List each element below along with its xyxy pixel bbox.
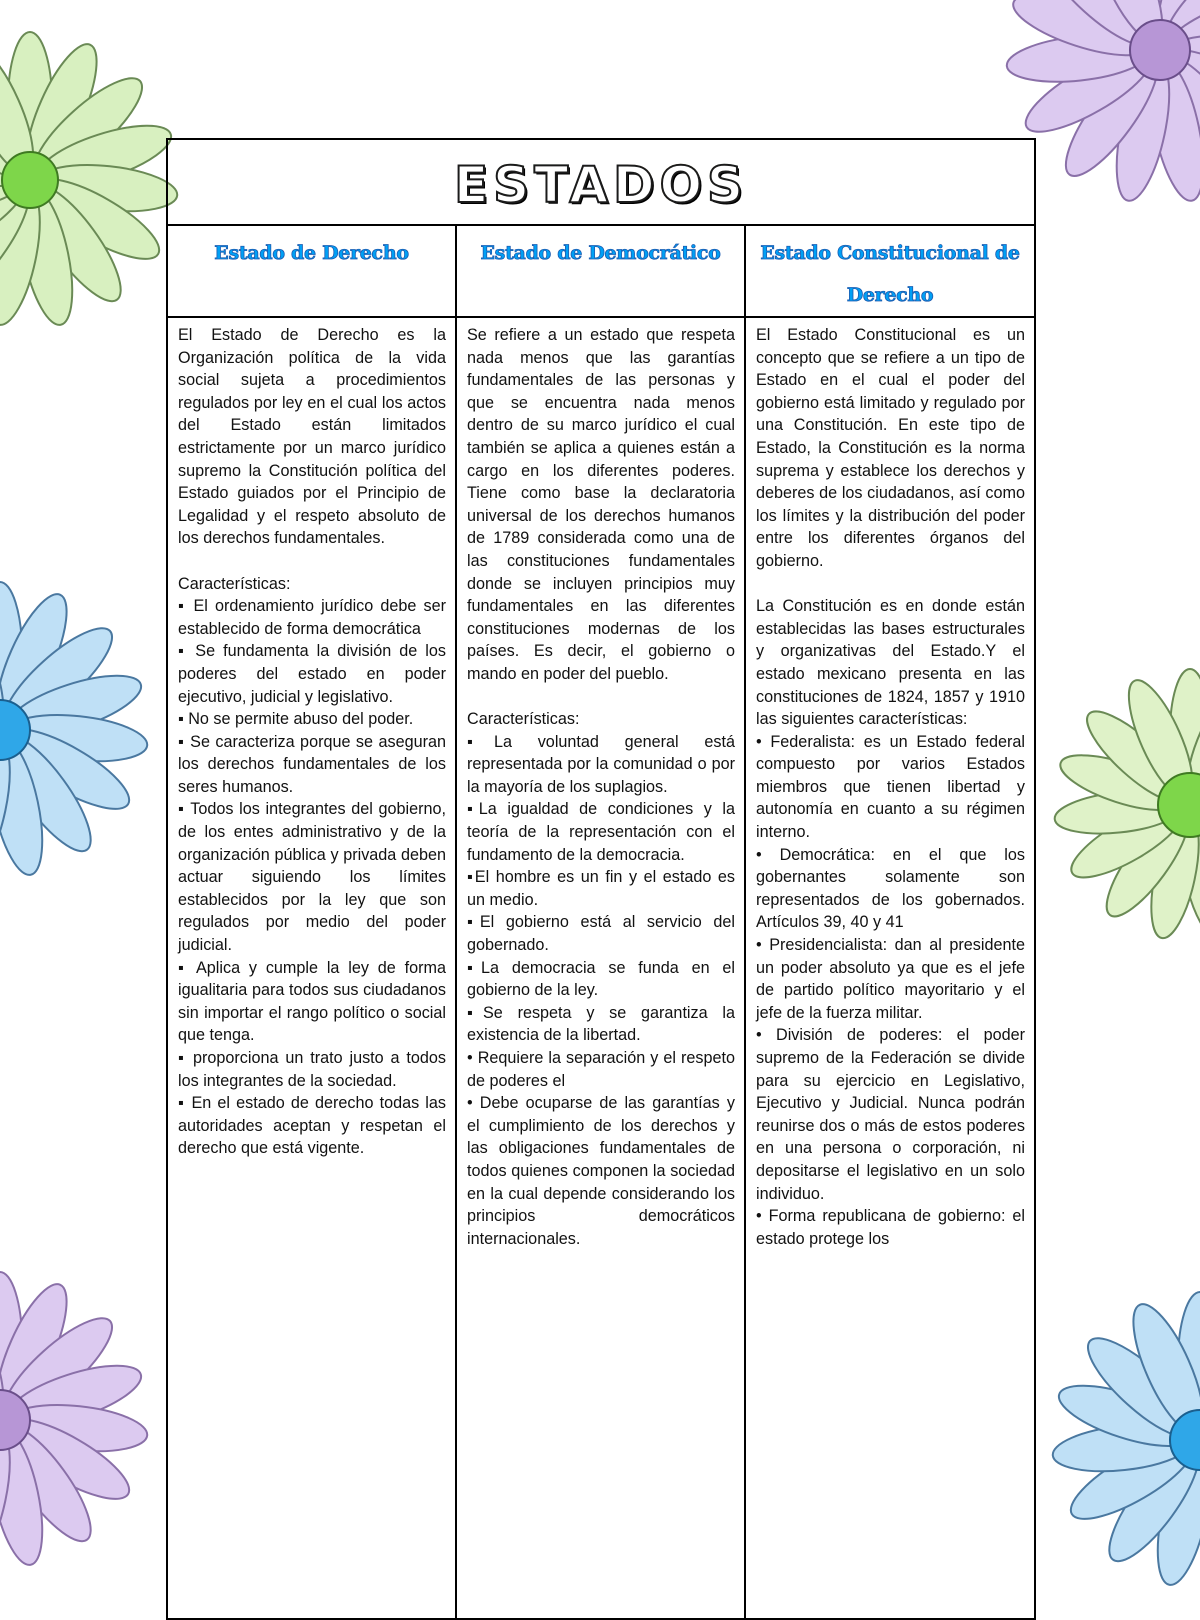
column-heading: Estado Constitucional de Derecho [760,242,1020,306]
column-body-estado-de-derecho [167,317,456,1619]
green-flower-right [1050,665,1200,945]
column-heading: Estado de Democrático [480,242,721,264]
page-title: ESTADOS [453,156,749,214]
green-flower-top-left [0,30,180,330]
blue-flower-bottom-right [1050,1290,1200,1590]
blue-flower-left [0,580,150,880]
column-text: Se refiere a un estado que respeta nada menos que las garantías fundamentales de las personas y que se encuentra nada menos dentro de su marco jurídico el cual también se aplica a quienes están a cargo en los diferentes poderes. Tiene como base la declaratoria universal de los derechos humanos de 1789 considerada como una de las constituciones fundamentales donde se incluyen principios muy fundamentales en las diferentes constituciones modernas de los países. Es decir, el gobierno o mando en poder del pueblo. Características: ▪La voluntad general está representada por la comunidad o por la mayoría de los suplagios. ▪La igualdad de condiciones y la teoría de la representación con el fundamento de la democracia. ▪El hombre es un fin y el estado es un medio. ▪El gobierno está al servicio del gobernado. ▪La democracia se funda en el gobierno de la ley. ▪Se respeta y se garantiza la existencia de la libertad. • Requiere la separación y el respeto de poderes el • Debe ocuparse de las garantías y el cumplimiento de los derechos y las obligaciones fundamentales de todos quienes componen la sociedad en la cual depende considerando los principios democráticos internacionales. [467,326,735,1248]
column-text: El Estado Constitucional es un concepto que se refiere a un tipo de Estado en el cual el poder del gobierno está limitado y regulado por una Constitución. En este tipo de Estado, la Constitución es la norma suprema y establece los derechos y deberes de los ciudadanos, así como los límites y la distribución del poder entre los diferentes órganos del gobierno. La Constitución es en donde están establecidas las bases estructurales y organizativas del Estado.Y el estado mexicano presenta en las constituciones de 1824, 1857 y 1910 las siguientes características: • Federalista: es un Estado federal compuesto por varios Estados miembros que tienen libertad y autonomía en cuanto a su régimen interno. • Democrática: en el que los gobernantes solamente son representados de los gobernados. Artículos 39, 40 y 41 • Presidencialista: dan al presidente un poder absoluto ya que es el jefe de partido político mayoritario y el jefe de la fuerza militar. • División de poderes: el poder supremo de la Federación se divide para su ejercicio en Legislativo, Ejecutivo y Judicial. Nunca podrán reunirse dos o más de estos poderes en una persona o corporación, ni depositarse el legislativo en un solo individuo. • Forma republicana de gobierno: el estado protege los [756,326,1025,1248]
column-text: El Estado de Derecho es la Organización política de la vida social sujeta a procedimientos regulados por ley en el cual los actos del Estado están limitados estrictamente por un marco jurídico supremo la Constitución política del Estado guiados por el Principio de Legalidad y el respeto absoluto de los derechos fundamentales. Características: ▪ El ordenamiento jurídico debe ser establecido de forma democrática ▪ Se fundamenta la división de los poderes del estado en poder ejecutivo, judicial y legislativo. ▪ No se permite abuso del poder. ▪ Se caracteriza porque se aseguran los derechos fundamentales de los seres humanos. ▪ Todos los integrantes del gobierno, de los entes administrativo y de la organización pública y privada deben actuar siguiendo los límites establecidos por la ley que son regulados por medio del poder judicial. ▪ Aplica y cumple la ley de forma igualitaria para todos sus ciudadanos sin importar el rango político o social que tenga. ▪ proporciona un trato justo a todos los integrantes de la sociedad. ▪ En el estado de derecho todas las autoridades aceptan y respetan el derecho que está vigente. [178,326,446,1158]
title-cell [167,139,1035,225]
column-body-estado-democratico [456,317,745,1619]
column-header-estado-democratico [456,225,745,317]
column-heading: Estado de Derecho [214,242,409,264]
estados-table [166,138,1036,1620]
column-header-estado-de-derecho [167,225,456,317]
column-header-estado-constitucional [745,225,1035,317]
purple-flower-bottom-left [0,1270,150,1570]
column-body-estado-constitucional [745,317,1035,1619]
